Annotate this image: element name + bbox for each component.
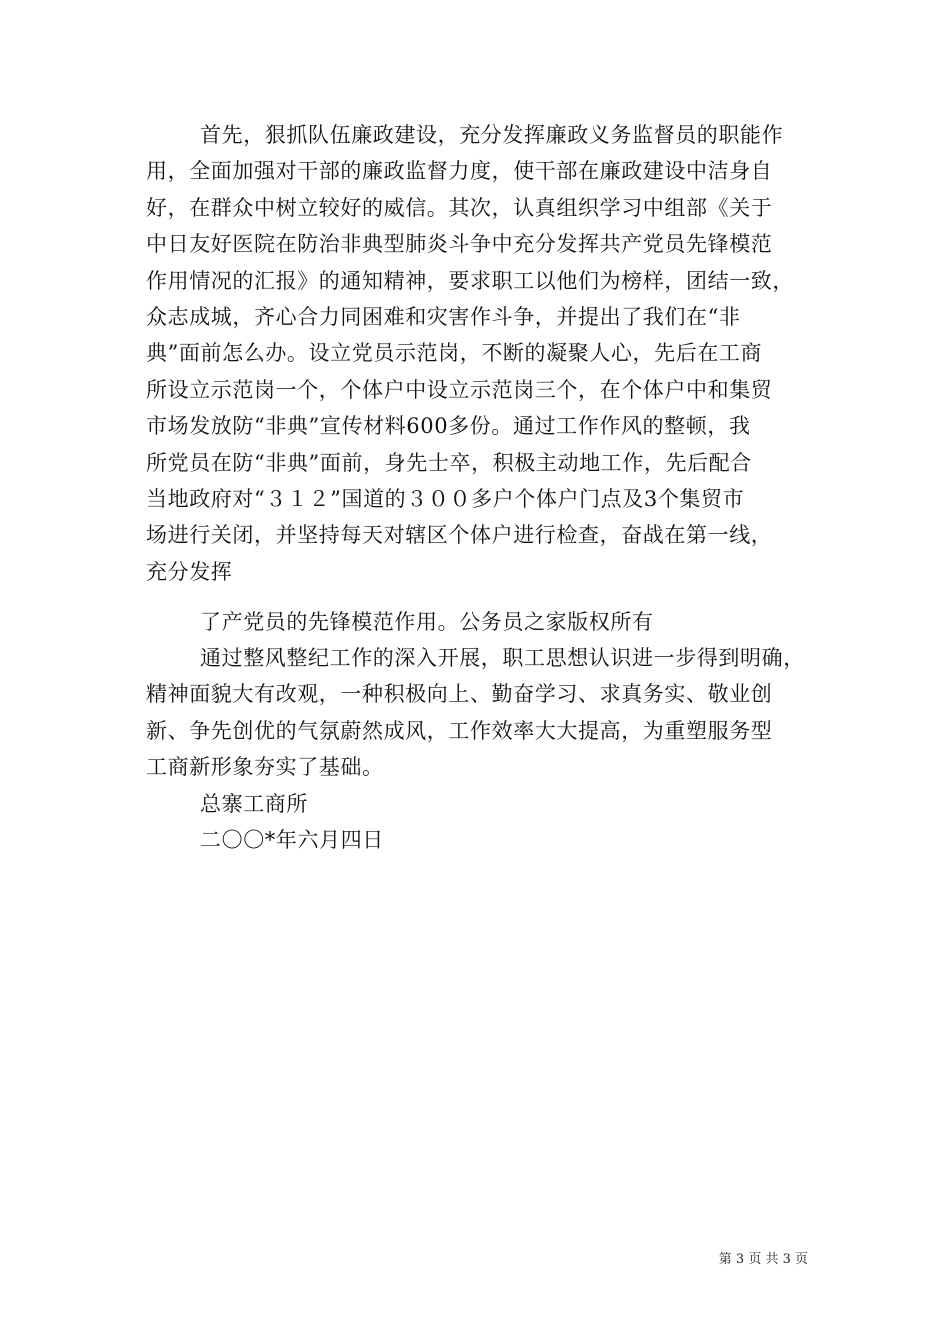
text-line: 市场发放防“非典”宣传材料600多份。通过工作作风的整顿，我 [146, 414, 751, 439]
text-line: 充分发挥 [146, 559, 233, 584]
paragraph-1 [146, 117, 826, 590]
page-indicator: 第 3 页 共 3 页 [718, 1252, 808, 1267]
text-line: 新、争先创优的气氛蔚然成风，工作效率大大提高，为重塑服务型 [146, 718, 773, 743]
text-line: 工商新形象夯实了基础。 [146, 755, 384, 780]
text-line: 通过整风整纪工作的深入开展，职工思想认识进一步得到明确， [200, 646, 805, 670]
text-line: 场进行关闭，并坚持每天对辖区个体户进行检查，奋战在第一线， [146, 523, 773, 548]
text-line: 所党员在防“非典”面前，身先士卒，积极主动地工作，先后配合 [146, 450, 752, 475]
signature-date: 二〇〇*年六月四日 [200, 828, 384, 853]
text-line: 当地政府对“３１２”国道的３００多户个体户门点及3个集贸市 [146, 487, 745, 512]
text-line: 作用情况的汇报》的通知精神，要求职工以他们为榜样，团结一致， [146, 268, 794, 293]
text-line: 用，全面加强对干部的廉政监督力度，使干部在廉政建设中洁身自 [146, 159, 773, 184]
text-line: 了产党员的先锋模范作用。公务员之家版权所有 [200, 610, 654, 634]
text-line: 所设立示范岗一个，个体户中设立示范岗三个，在个体户中和集贸 [146, 377, 773, 402]
text-line: 好，在群众中树立较好的威信。其次，认真组织学习中组部《关于 [146, 195, 773, 220]
text-line: 典”面前怎么办。设立党员示范岗，不断的凝聚人心，先后在工商 [146, 341, 763, 366]
text-line: 中日友好医院在防治非典型肺炎斗争中充分发挥共产党员先锋模范 [146, 232, 773, 257]
signature-block [146, 786, 826, 859]
paragraph-2 [146, 604, 826, 640]
paragraph-3 [146, 640, 826, 786]
text-line: 精神面貌大有改观，一种积极向上、勤奋学习、求真务实、敬业创 [146, 682, 773, 707]
signature-org: 总寨工商所 [200, 792, 308, 816]
text-line: 众志成城，齐心合力同困难和灾害作斗争，并提出了我们在“非 [146, 305, 741, 330]
text-line: 首先，狠抓队伍廉政建设，充分发挥廉政义务监督员的职能作 [200, 123, 784, 147]
